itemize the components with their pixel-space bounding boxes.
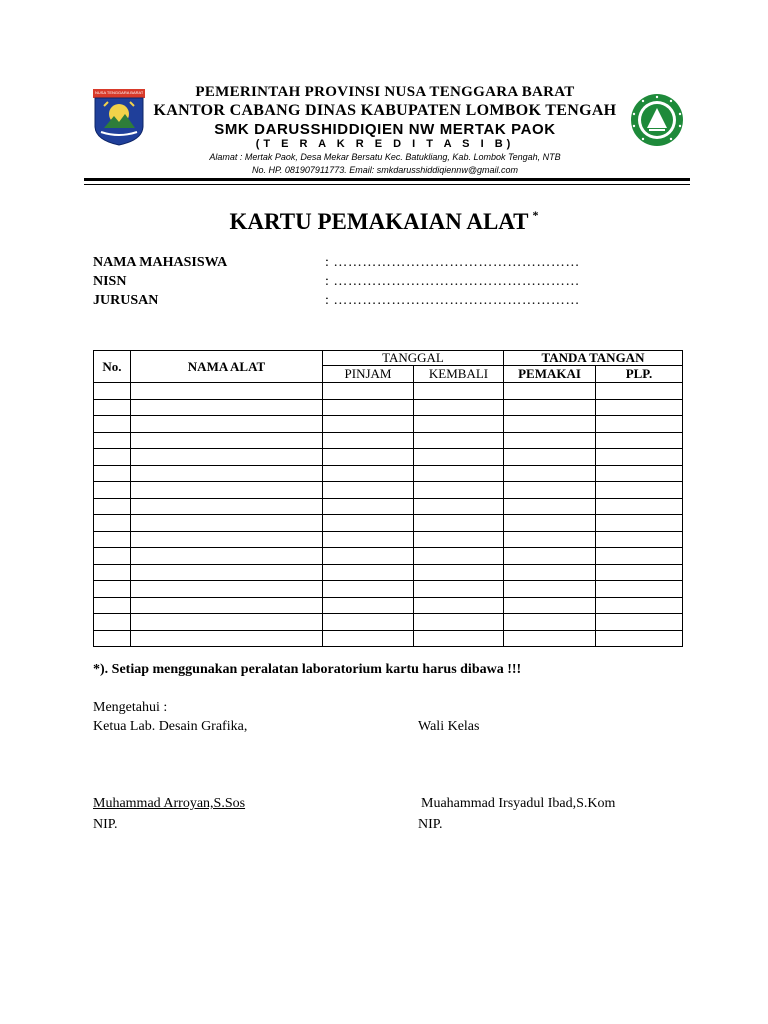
table-cell[interactable] [596,581,683,598]
title-text: KARTU PEMAKAIAN ALAT [229,209,529,234]
table-row [94,630,683,647]
table-cell[interactable] [131,449,323,466]
table-cell[interactable] [596,630,683,647]
table-row [94,515,683,532]
col-pinjam: PINJAM [323,366,414,383]
accreditation: (T E R A K R E D I T A S I B) [255,138,515,150]
table-cell[interactable] [504,498,596,515]
col-kembali: KEMBALI [414,366,504,383]
table-cell[interactable] [94,449,131,466]
right-signer-role: Wali Kelas [418,719,480,734]
table-cell[interactable] [323,531,414,548]
table-cell[interactable] [414,416,504,433]
table-cell[interactable] [94,614,131,631]
table-cell[interactable] [323,498,414,515]
table-cell[interactable] [94,515,131,532]
table-cell[interactable] [323,416,414,433]
table-cell[interactable] [94,564,131,581]
table-cell[interactable] [131,564,323,581]
table-cell[interactable] [131,432,323,449]
address: Alamat : Mertak Paok, Desa Mekar Bersatu Kec. Batukliang, Kab. Lombok Tengah, NTB [209,152,561,162]
table-cell[interactable] [323,399,414,416]
table-cell[interactable] [504,449,596,466]
table-cell[interactable] [596,383,683,400]
table-row [94,564,683,581]
table-cell[interactable] [323,432,414,449]
table-row [94,581,683,598]
table-cell[interactable] [596,614,683,631]
header-line-2: KANTOR CABANG DINAS KABUPATEN LOMBOK TENGAH [153,102,617,119]
table-cell[interactable] [94,482,131,499]
right-signer-nip: NIP. [418,817,443,832]
table-cell[interactable] [414,498,504,515]
table-cell[interactable] [323,548,414,565]
equipment-usage-table [93,350,683,647]
table-cell[interactable] [504,630,596,647]
table-cell[interactable] [504,416,596,433]
field-value: : …………………………………………… [325,293,580,308]
table-cell[interactable] [131,482,323,499]
table-cell[interactable] [414,399,504,416]
table-cell[interactable] [131,383,323,400]
table-cell[interactable] [131,597,323,614]
header-line-1: PEMERINTAH PROVINSI NUSA TENGGARA BARAT [195,84,575,100]
table-cell[interactable] [94,581,131,598]
table-cell[interactable] [131,531,323,548]
table-cell[interactable] [504,515,596,532]
table-cell[interactable] [596,498,683,515]
table-cell[interactable] [323,581,414,598]
table-cell[interactable] [414,597,504,614]
table-cell[interactable] [414,482,504,499]
table-cell[interactable] [323,515,414,532]
header-rule-thin [84,184,690,185]
table-row [94,482,683,499]
header-rule-thick [84,178,690,181]
page-title [0,208,768,235]
table-cell[interactable] [504,399,596,416]
table-cell[interactable] [504,614,596,631]
table-row [94,432,683,449]
col-pemakai: PEMAKAI [504,366,596,383]
table-cell[interactable] [131,498,323,515]
table-cell[interactable] [94,548,131,565]
table-cell[interactable] [131,515,323,532]
table-cell[interactable] [323,597,414,614]
mengetahui-label: Mengetahui : [93,700,168,715]
table-cell[interactable] [414,564,504,581]
table-cell[interactable] [323,482,414,499]
field-nisn[interactable] [93,274,580,290]
table-cell[interactable] [414,548,504,565]
table-cell[interactable] [323,465,414,482]
left-signer-name: Muhammad Arroyan,S.Sos [93,796,246,811]
table-row [94,614,683,631]
field-value: : …………………………………………… [325,255,580,270]
table-cell[interactable] [131,548,323,565]
col-nama-alat: NAMA ALAT [131,351,323,383]
table-cell[interactable] [414,630,504,647]
table-cell[interactable] [131,630,323,647]
table-cell[interactable] [323,449,414,466]
table-cell[interactable] [504,564,596,581]
table-row [94,548,683,565]
table-cell[interactable] [131,614,323,631]
table-cell[interactable] [94,531,131,548]
table-cell[interactable] [596,531,683,548]
table-cell[interactable] [131,399,323,416]
table-cell[interactable] [94,416,131,433]
field-value: : …………………………………………… [325,274,580,289]
left-signer-nip: NIP. [93,817,118,832]
table-cell[interactable] [323,630,414,647]
title-footnote-mark: * [532,208,539,222]
table-cell[interactable] [504,597,596,614]
field-jurusan[interactable] [93,293,580,309]
table-cell[interactable] [596,449,683,466]
table-cell[interactable] [596,548,683,565]
table-cell[interactable] [323,564,414,581]
table-cell[interactable] [94,597,131,614]
field-label: JURUSAN [93,293,159,308]
letterhead [150,84,620,176]
table-row [94,449,683,466]
contact: No. HP. 081907911773. Email: smkdarusshiddiqiennw@gmail.com [252,165,518,175]
table-row [94,399,683,416]
table-cell[interactable] [414,465,504,482]
table-cell[interactable] [596,399,683,416]
footnote: *). Setiap menggunakan peralatan laboratorium kartu harus dibawa !!! [93,662,522,677]
table-cell[interactable] [596,564,683,581]
table-row [94,498,683,515]
table-cell[interactable] [94,498,131,515]
table-cell[interactable] [414,383,504,400]
table-cell[interactable] [504,548,596,565]
col-no: No. [94,351,131,383]
table-cell[interactable] [323,614,414,631]
table-cell[interactable] [414,581,504,598]
right-signer-name: Muahammad Irsyadul Ibad,S.Kom [421,796,616,811]
school-emblem-logo [627,92,687,148]
table-cell[interactable] [504,383,596,400]
table-cell[interactable] [94,465,131,482]
table-cell[interactable] [94,432,131,449]
table-row [94,383,683,400]
left-signer-role: Ketua Lab. Desain Grafika, [93,719,248,734]
table-cell[interactable] [414,531,504,548]
table-cell[interactable] [504,432,596,449]
field-nama-mahasiswa[interactable] [93,255,580,271]
table-cell[interactable] [504,581,596,598]
province-emblem-logo [92,88,146,146]
table-cell[interactable] [414,614,504,631]
table-cell[interactable] [414,449,504,466]
table-cell[interactable] [596,597,683,614]
field-label: NISN [93,274,127,289]
school-name: SMK DARUSSHIDDIQIEN NW MERTAK PAOK [214,121,556,138]
table-cell[interactable] [414,432,504,449]
table-cell[interactable] [131,465,323,482]
table-cell[interactable] [596,515,683,532]
table-cell[interactable] [94,399,131,416]
table-cell[interactable] [131,416,323,433]
table-cell[interactable] [596,432,683,449]
col-plp: PLP. [596,366,683,383]
table-row [94,597,683,614]
table-row [94,416,683,433]
table-cell[interactable] [323,383,414,400]
table-cell[interactable] [596,482,683,499]
table-cell[interactable] [504,465,596,482]
left-logo-text: NUSA TENGGARA BARAT [95,90,143,95]
table-cell[interactable] [414,515,504,532]
table-row [94,531,683,548]
group-tanda-tangan: TANDA TANGAN [504,351,683,366]
group-tanggal: TANGGAL [323,351,504,366]
field-label: NAMA MAHASISWA [93,255,228,270]
table-cell[interactable] [131,581,323,598]
table-cell[interactable] [504,482,596,499]
table-cell[interactable] [596,465,683,482]
table-cell[interactable] [596,416,683,433]
table-cell[interactable] [94,630,131,647]
table-cell[interactable] [504,531,596,548]
table-row [94,465,683,482]
table-cell[interactable] [94,383,131,400]
